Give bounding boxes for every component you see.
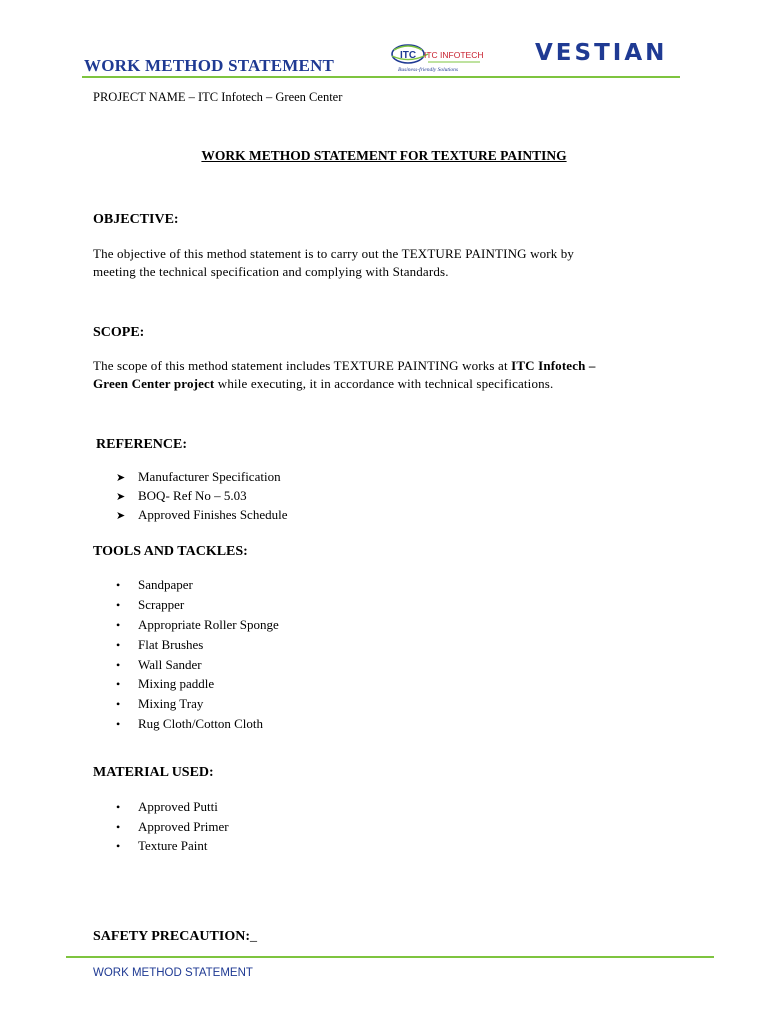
objective-line-2: meeting the technical specification and complying with Standards. [93,264,449,279]
scope-project-bold-2: Green Center project [93,376,215,391]
reference-item [116,506,287,524]
bullet-icon: • [116,697,121,711]
tools-item [116,596,184,614]
scope-line-1-text: The scope of this method statement includes TEXTURE PAINTING works at [93,358,512,373]
bullet-icon: • [116,800,121,814]
scope-project-bold-1: ITC Infotech – [511,358,596,373]
tools-item [116,636,203,654]
tools-item-text: Sandpaper [138,577,193,592]
bullet-icon: • [116,677,121,691]
scope-line-1 [93,357,683,375]
reference-item-text: Approved Finishes Schedule [138,507,288,522]
bullet-icon: • [116,717,121,731]
tools-item-text: Flat Brushes [138,637,204,652]
material-item-text: Texture Paint [138,838,208,853]
project-name: PROJECT NAME – ITC Infotech – Green Center [93,90,343,104]
reference-item [116,468,281,486]
itc-tagline-text: Business-friendly Solutions [398,67,459,73]
arrow-marker-icon: ➤ [116,509,126,522]
footer-divider [66,956,714,958]
header-divider [82,76,680,78]
tools-item [116,715,263,733]
itc-globe-logo-icon [388,40,484,76]
bullet-icon: • [116,578,121,592]
material-item-text: Approved Putti [138,799,218,814]
material-item-text: Approved Primer [138,819,229,834]
tools-item [116,576,193,594]
tools-item [116,675,214,693]
objective-paragraph [93,245,683,281]
reference-item-text: Manufacturer Specification [138,469,281,484]
safety-trailing-mark: _ [250,929,257,944]
bullet-icon: • [116,598,121,612]
arrow-marker-icon: ➤ [116,471,126,484]
safety-heading [93,929,257,945]
tools-item-text: Wall Sander [138,657,202,672]
bullet-icon: • [116,820,121,834]
material-item [116,798,218,816]
reference-item [116,487,247,505]
tools-item [116,656,202,674]
bullet-icon: • [116,839,121,853]
tools-item [116,616,279,634]
reference-item-text: BOQ- Ref No – 5.03 [138,488,247,503]
reference-heading: REFERENCE: [96,437,188,452]
bullet-icon: • [116,638,121,652]
tools-item-text: Scrapper [138,597,185,612]
bullet-icon: • [116,618,121,632]
objective-line-1: The objective of this method statement is to carry out the TEXTURE PAINTING work by [93,246,575,261]
tools-heading: TOOLS AND TACKLES: [93,544,248,559]
bullet-icon: • [116,658,121,672]
tools-item-text: Mixing Tray [138,696,204,711]
scope-line-2-text: while executing, it in accordance with technical specifications. [214,376,554,391]
scope-heading: SCOPE: [93,325,145,340]
tools-item-text: Appropriate Roller Sponge [138,617,279,632]
header-title: WORK METHOD STATEMENT [84,56,335,75]
tools-item-text: Rug Cloth/Cotton Cloth [138,716,263,731]
objective-heading: OBJECTIVE: [93,212,179,227]
vestian-logo: VESTIAN [535,40,668,66]
material-item [116,818,229,836]
tools-item-text: Mixing paddle [138,676,215,691]
safety-heading-text: SAFETY PRECAUTION: [93,929,250,944]
itc-brand-text: ITC INFOTECH [424,50,484,60]
svg-text:ITC: ITC [400,50,417,61]
footer-text: WORK METHOD STATEMENT [93,967,253,979]
scope-paragraph [93,357,683,393]
document-title: WORK METHOD STATEMENT FOR TEXTURE PAINTING [201,148,567,163]
itc-infotech-logo [388,40,484,76]
material-heading: MATERIAL USED: [93,765,214,780]
scope-line-2 [93,375,683,393]
tools-item [116,695,203,713]
material-item [116,837,208,855]
arrow-marker-icon: ➤ [116,490,126,503]
